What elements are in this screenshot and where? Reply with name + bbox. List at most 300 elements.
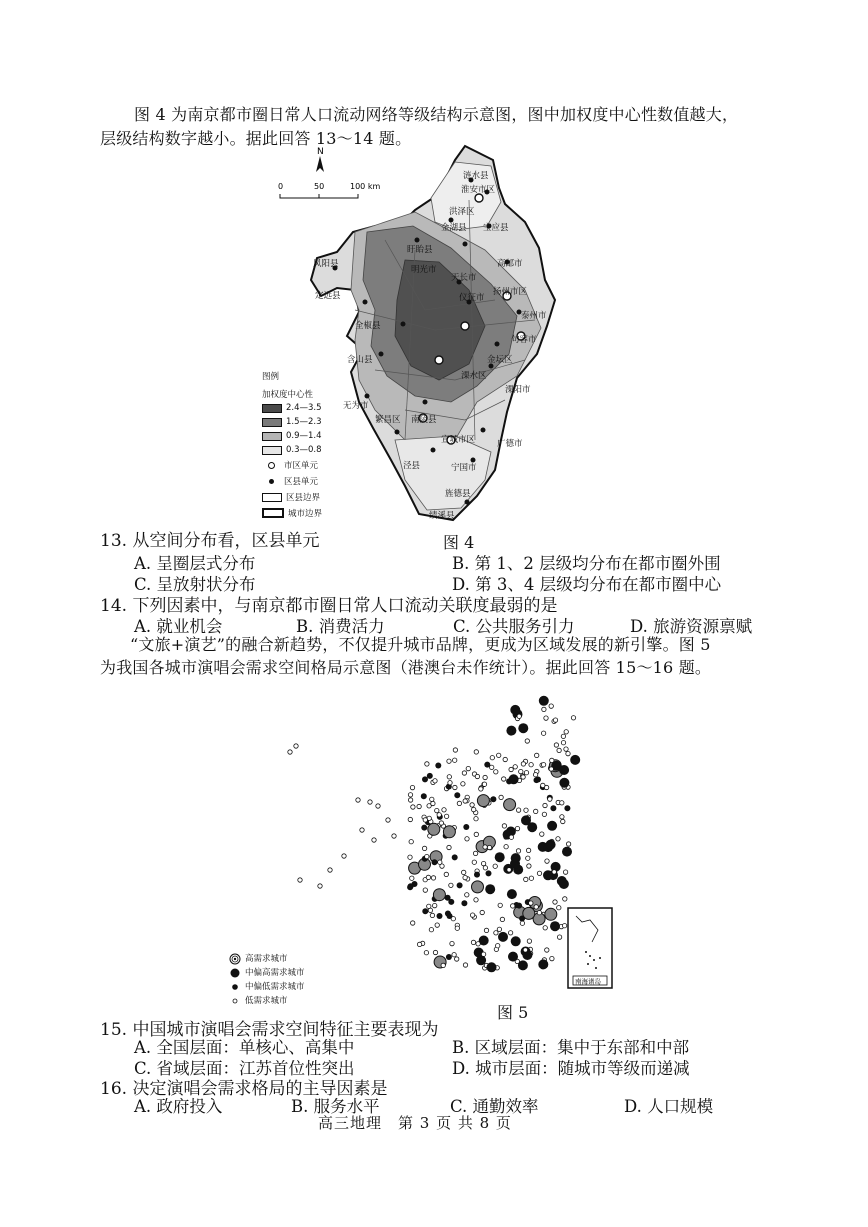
city-dot — [516, 808, 520, 812]
city-dot — [535, 777, 541, 783]
city-dot — [518, 723, 528, 733]
city-dot — [529, 876, 533, 880]
city-dot — [543, 926, 547, 930]
legend-label: 2.4—3.5 — [286, 403, 322, 413]
city-dot — [392, 834, 396, 838]
place-label: 泾县 — [403, 461, 421, 471]
city-dot — [444, 872, 448, 876]
city-dot — [429, 928, 433, 932]
city-dot — [431, 876, 435, 880]
city-dot — [527, 939, 531, 943]
city-dot — [529, 763, 533, 767]
city-dot — [472, 881, 484, 893]
q14-option-c[interactable]: C. 公共服务引力 — [453, 617, 575, 636]
figure5-caption: 图 5 — [497, 1003, 529, 1022]
city-dot — [541, 783, 545, 787]
city-dot — [562, 847, 572, 857]
city-dot — [562, 924, 566, 928]
city-dot — [453, 748, 457, 752]
city-dot — [510, 859, 520, 869]
city-dot — [417, 942, 421, 946]
city-dot — [408, 798, 412, 802]
city-dot — [557, 906, 561, 910]
city-dot — [411, 805, 415, 809]
city-dot — [474, 872, 480, 878]
city-dot — [430, 797, 434, 801]
city-dot — [470, 803, 474, 807]
north-arrow-icon — [316, 156, 324, 172]
city-dot — [527, 822, 537, 832]
city-dot — [475, 774, 479, 778]
city-dot — [550, 956, 554, 960]
place-label: 天长市 — [451, 273, 477, 283]
city-dot — [474, 750, 478, 754]
city-dot — [474, 832, 478, 836]
city-dot — [509, 835, 513, 839]
city-dot — [564, 730, 568, 734]
city-dot — [549, 704, 553, 708]
city-dot — [438, 860, 442, 864]
city-dot — [495, 852, 505, 862]
city-dot — [410, 876, 414, 880]
city-dot — [433, 950, 437, 954]
city-dot — [430, 913, 434, 917]
city-dot — [509, 767, 513, 771]
city-dot — [422, 846, 426, 850]
city-dot — [461, 782, 465, 786]
city-dot — [422, 908, 428, 914]
legend-label: 0.3—0.8 — [286, 445, 322, 455]
q14-option-d[interactable]: D. 旅游资源禀赋 — [630, 617, 753, 636]
city-dot — [498, 903, 502, 907]
place-label: 溧阳市 — [505, 385, 531, 395]
city-dot — [494, 931, 498, 935]
city-dot — [490, 796, 496, 802]
city-dot — [483, 845, 487, 849]
city-dot — [473, 851, 477, 855]
page-footer: 高三地理 第 3 页 共 8 页 — [318, 1114, 512, 1132]
city-dot — [564, 805, 570, 811]
city-dot — [560, 815, 564, 819]
city-dot — [490, 756, 494, 760]
city-dot — [527, 864, 531, 868]
place-label: 涟水县 — [463, 171, 489, 181]
city-dot — [529, 901, 533, 905]
city-dot — [408, 793, 412, 797]
place-label: 绩溪县 — [429, 511, 455, 521]
map1-legend — [262, 370, 342, 519]
city-dot — [508, 931, 512, 935]
city-dot — [442, 808, 446, 812]
q15-option-b[interactable]: B. 区域层面：集中于东部和中部 — [452, 1038, 690, 1057]
city-dot — [521, 775, 525, 779]
mid-high-demand-icon — [229, 967, 241, 979]
city-dot — [435, 763, 441, 769]
legend-row — [229, 994, 305, 1008]
city-dot — [372, 838, 376, 842]
legend-row — [262, 507, 342, 519]
figure4-caption: 图 4 — [443, 533, 475, 552]
city-dot — [523, 948, 527, 952]
city-dot — [545, 948, 549, 952]
city-dot — [483, 866, 487, 870]
city-dot — [411, 921, 415, 925]
legend-label: 高需求城市 — [245, 954, 288, 964]
city-dot — [570, 755, 580, 765]
city-dot — [503, 757, 507, 761]
q14-option-b[interactable]: B. 消费活力 — [296, 617, 385, 636]
city-dot — [412, 881, 418, 887]
city-dot — [511, 904, 515, 908]
city-dot — [447, 759, 451, 763]
legend-row — [262, 403, 342, 413]
city-dot — [448, 781, 452, 785]
legend-label: 中偏低需求城市 — [245, 982, 305, 992]
legend-row — [262, 491, 342, 503]
place-label: 泰州市 — [521, 311, 547, 321]
city-dot — [541, 763, 545, 767]
city-dot — [435, 923, 439, 927]
city-dot — [481, 952, 485, 956]
city-dot — [519, 769, 523, 773]
city-dot — [534, 905, 538, 909]
city-dot — [534, 809, 538, 813]
city-dot — [463, 824, 469, 830]
city-dot — [386, 818, 390, 822]
city-dot — [557, 935, 561, 939]
city-dot — [538, 959, 548, 969]
city-dot — [463, 875, 467, 879]
q13-option-c[interactable]: C. 呈放射状分布 — [134, 575, 256, 594]
city-dot — [524, 877, 528, 881]
city-dot — [543, 870, 553, 880]
city-dot — [484, 762, 490, 768]
place-label: 金湖县 — [441, 223, 467, 233]
city-dot — [453, 758, 457, 762]
city-dot — [452, 953, 456, 957]
high-demand-icon — [229, 953, 241, 965]
scale-50: 50 — [314, 182, 325, 191]
city-dot — [447, 913, 453, 919]
city-dot — [502, 777, 506, 781]
city-dot — [566, 751, 570, 755]
city-dot — [545, 908, 557, 920]
place-label: 高邮市 — [497, 259, 523, 269]
q14-option-a[interactable]: A. 就业机会 — [134, 617, 223, 636]
city-dot — [539, 696, 549, 706]
city-dot — [423, 888, 427, 892]
city-dot — [563, 870, 567, 874]
city-dot — [463, 799, 467, 803]
scale-0: 0 — [278, 182, 284, 191]
city-dot — [526, 848, 530, 852]
north-label: N — [317, 147, 324, 157]
city-dot — [441, 963, 445, 967]
place-label: 宣城市区 — [441, 435, 476, 445]
city-dot — [517, 714, 521, 718]
q15-stem: 15. 中国城市演唱会需求空间特征主要表现为 — [100, 1020, 439, 1040]
city-dot — [448, 899, 454, 905]
city-dot — [368, 800, 372, 804]
city-dot — [408, 855, 412, 859]
q16-option-b[interactable]: B. 服务水平 — [291, 1097, 380, 1116]
city-dot — [423, 818, 427, 822]
city-dot — [465, 893, 469, 897]
city-dot — [499, 795, 503, 799]
city-dot — [486, 870, 492, 876]
legend-row — [262, 445, 342, 455]
compass-scale — [272, 144, 382, 200]
city-dot — [483, 775, 487, 779]
city-dot — [540, 832, 544, 836]
city-dot — [472, 807, 476, 811]
legend-swatch — [262, 404, 282, 413]
city-dot — [454, 792, 460, 798]
city-dot — [542, 812, 546, 816]
city-dot — [550, 921, 560, 931]
legend-label: 1.5—2.3 — [286, 417, 322, 427]
city-dot — [556, 837, 560, 841]
place-label: 凤阳县 — [313, 259, 339, 269]
place-label: 仪征市 — [459, 293, 485, 303]
inset-label: 南海诸岛 — [575, 977, 601, 986]
legend-label: 0.9—1.4 — [286, 431, 322, 441]
legend-row — [262, 417, 342, 427]
city-dot — [471, 940, 475, 944]
legend-row — [262, 431, 342, 441]
place-label: 南陵县 — [411, 415, 437, 425]
q13-option-a[interactable]: A. 呈圈层式分布 — [134, 554, 256, 573]
city-dot — [564, 747, 568, 751]
city-dot — [524, 808, 528, 812]
city-dot — [500, 917, 504, 921]
city-dot — [497, 927, 501, 931]
q13-option-b[interactable]: B. 第 1、2 层级均分布在都市圈外围 — [452, 554, 721, 573]
legend-label: 城市边界 — [288, 509, 323, 519]
mid-low-demand-icon — [229, 981, 241, 993]
city-dot — [537, 911, 541, 915]
city-dot — [541, 731, 545, 735]
city-dot — [455, 957, 459, 961]
place-label: 定远县 — [315, 291, 341, 301]
place-label: 广德市 — [497, 439, 523, 449]
city-dot — [447, 845, 451, 849]
city-dot — [446, 954, 452, 960]
city-dot — [518, 960, 528, 970]
city-dot — [537, 871, 541, 875]
city-dot — [498, 932, 508, 942]
city-dot — [431, 801, 435, 805]
city-dot — [298, 878, 302, 882]
q15-option-d[interactable]: D. 城市层面：随城市等级而递减 — [452, 1059, 690, 1078]
city-dot — [465, 837, 469, 841]
city-border-icon — [262, 508, 284, 518]
city-dot — [376, 804, 380, 808]
legend-swatch — [262, 418, 282, 427]
city-dot — [463, 963, 467, 967]
city-dot — [561, 819, 565, 823]
city-dot — [526, 856, 530, 860]
city-dot — [444, 814, 448, 818]
city-dot — [553, 900, 557, 904]
q15-option-c[interactable]: C. 省域层面：江苏首位性突出 — [134, 1059, 355, 1078]
city-dot — [509, 774, 519, 784]
place-label: 繁昌区 — [375, 415, 401, 425]
city-dot — [421, 825, 427, 831]
city-dot — [494, 770, 498, 774]
legend-label: 低需求城市 — [245, 996, 288, 1006]
city-dot — [506, 726, 516, 736]
city-dot — [427, 773, 433, 779]
city-dot — [428, 823, 440, 835]
legend-subtitle: 加权度中心性 — [262, 390, 314, 400]
place-label: 扬州市区 — [493, 287, 528, 297]
city-dot — [544, 716, 548, 720]
legend-row — [262, 459, 342, 471]
q16-option-c[interactable]: C. 通勤效率 — [450, 1097, 539, 1116]
city-dot — [547, 821, 557, 831]
place-label: 洪泽区 — [449, 207, 475, 217]
city-dot — [533, 773, 537, 777]
place-label: 溧水区 — [461, 371, 487, 381]
place-label: 全椒县 — [355, 321, 381, 331]
zone-level-4-south — [395, 436, 491, 510]
city-dot — [432, 859, 438, 865]
q16-option-a[interactable]: A. 政府投入 — [134, 1097, 223, 1116]
city-dot — [410, 785, 414, 789]
city-dot — [474, 817, 478, 821]
low-demand-icon — [229, 995, 241, 1007]
city-dot — [425, 762, 429, 766]
city-dot — [452, 854, 458, 860]
city-dot — [453, 785, 457, 789]
city-dot — [409, 840, 413, 844]
intro2-line-1: “文旅+演艺”的融合新趋势，不仅提升城市品牌，更成为区域发展的新引擎。图 5 — [130, 635, 711, 654]
scale-100: 100 km — [350, 182, 381, 191]
city-dot — [521, 762, 525, 766]
city-dot — [504, 845, 508, 849]
city-dot — [437, 813, 441, 817]
city-dot — [433, 779, 437, 783]
city-dot — [294, 744, 298, 748]
city-dot — [566, 842, 570, 846]
city-dot — [435, 808, 439, 812]
city-dot — [443, 826, 455, 838]
city-dot — [450, 941, 454, 945]
city-dot — [550, 805, 556, 811]
legend-row — [262, 475, 342, 487]
city-dot — [516, 849, 520, 853]
city-dot — [474, 898, 478, 902]
figure5-map — [270, 690, 650, 990]
city-dot — [342, 854, 346, 858]
city-dot — [524, 771, 528, 775]
legend-swatch — [262, 446, 282, 455]
city-dot — [421, 793, 427, 799]
city-dot — [545, 859, 549, 863]
city-dot — [487, 845, 491, 849]
city-dot — [520, 921, 524, 925]
city-dot — [408, 817, 412, 821]
city-dot — [425, 854, 429, 858]
city-dot — [543, 803, 547, 807]
city-dot — [439, 821, 443, 825]
city-dot — [561, 741, 565, 745]
city-dot — [554, 743, 558, 747]
place-label: 句容市 — [511, 335, 537, 345]
city-dot — [515, 826, 519, 830]
city-dot — [563, 897, 567, 901]
city-dot — [493, 864, 497, 868]
city-dot — [553, 718, 557, 722]
city-dot — [510, 705, 520, 715]
city-dot — [426, 875, 430, 879]
map2-legend — [229, 952, 305, 1008]
legend-row — [229, 952, 305, 966]
city-dot — [449, 883, 453, 887]
city-dot — [433, 903, 437, 907]
city-dot — [504, 799, 516, 811]
city-dot — [470, 913, 474, 917]
city-dot — [476, 942, 480, 946]
city-dot — [477, 795, 489, 807]
city-dot — [508, 952, 518, 962]
q13-option-d[interactable]: D. 第 3、4 层级均分布在都市圈中心 — [452, 575, 722, 594]
city-dot — [542, 707, 546, 711]
place-label: 明光市 — [411, 265, 437, 275]
legend-swatch — [262, 432, 282, 441]
city-dot — [487, 962, 497, 972]
city-dot — [466, 766, 470, 770]
city-dot — [490, 765, 494, 769]
legend-title: 图例 — [262, 372, 280, 382]
scale-bar — [280, 194, 358, 198]
city-dot — [360, 828, 364, 832]
legend-label: 中偏高需求城市 — [245, 968, 305, 978]
city-dot — [571, 716, 575, 720]
city-dot — [552, 870, 556, 874]
city-dot — [427, 904, 431, 908]
city-dot — [535, 753, 539, 757]
city-dot — [462, 771, 466, 775]
intro-line-2: 层级结构数字越小。据此回答 13～14 题。 — [100, 129, 412, 148]
q16-option-d[interactable]: D. 人口规模 — [624, 1097, 714, 1116]
city-dot — [455, 926, 459, 930]
q16-stem: 16. 决定演唱会需求格局的主导因素是 — [100, 1079, 388, 1099]
place-label: 无为市 — [343, 401, 369, 411]
city-dot — [457, 801, 461, 805]
city-dot — [417, 804, 421, 808]
city-dot — [507, 889, 517, 899]
legend-label: 区县边界 — [286, 493, 321, 503]
city-dot — [461, 900, 467, 906]
place-label: 旌德县 — [445, 489, 471, 499]
city-dot — [485, 884, 495, 894]
city-unit-icon — [268, 462, 275, 469]
place-label: 盱眙县 — [407, 245, 433, 255]
city-dot — [507, 868, 511, 872]
city-dot — [523, 907, 535, 919]
city-dot — [482, 782, 486, 786]
city-dot — [497, 753, 501, 757]
city-dot — [318, 884, 322, 888]
place-label: 金坛区 — [487, 355, 513, 365]
city-dot — [549, 767, 553, 771]
city-dot — [422, 776, 428, 782]
q15-option-a[interactable]: A. 全国层面：单核心、高集中 — [134, 1038, 355, 1057]
city-dot — [560, 801, 564, 805]
city-dot — [481, 861, 485, 865]
